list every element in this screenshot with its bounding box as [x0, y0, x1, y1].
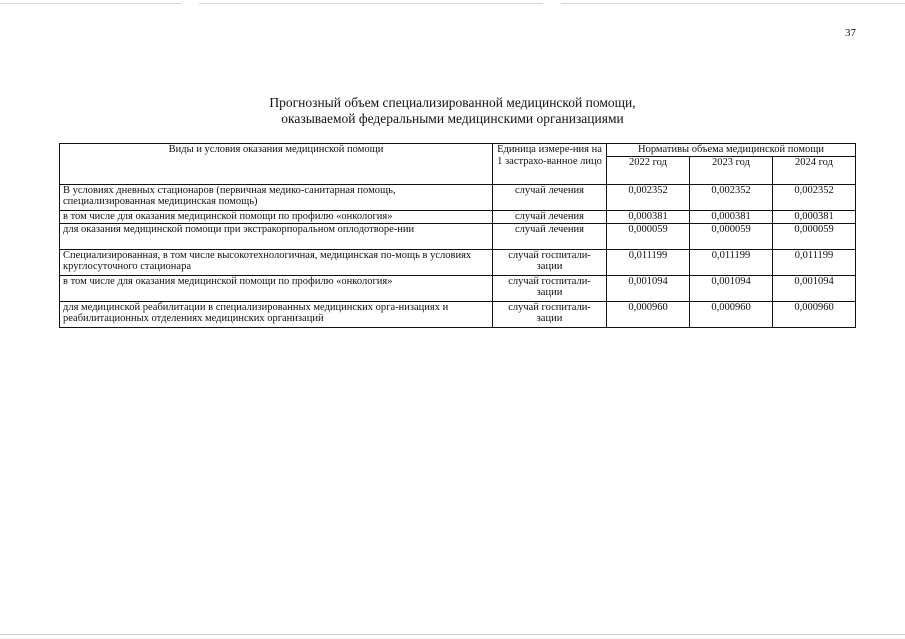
row-unit: случай госпитали-зации: [493, 249, 607, 275]
row-unit: случай лечения: [493, 223, 607, 249]
row-type: в том числе для оказания медицинской помощи по профилю «онкология»: [60, 275, 493, 301]
header-norms-group: Нормативы объема медицинской помощи: [607, 144, 856, 157]
row-value-2023: 0,000381: [690, 210, 773, 223]
table-row: [60, 210, 856, 223]
row-type: Специализированная, в том числе высокотехнологичная, медицинская по-мощь в условиях круглосуточного стационара: [60, 249, 493, 275]
header-row-1: [60, 144, 856, 157]
table-row: [60, 275, 856, 301]
norms-table: [59, 143, 856, 328]
row-value-2023: 0,000059: [690, 223, 773, 249]
row-value-2022: 0,000381: [607, 210, 690, 223]
row-value-2024: 0,002352: [773, 184, 856, 210]
row-type: в том числе для оказания медицинской помощи по профилю «онкология»: [60, 210, 493, 223]
row-type: В условиях дневных стационаров (первичная медико-санитарная помощь, специализированная медицинская помощь): [60, 184, 493, 210]
row-value-2022: 0,011199: [607, 249, 690, 275]
table-row: [60, 223, 856, 249]
row-value-2022: 0,001094: [607, 275, 690, 301]
header-year-2022: 2022 год: [607, 156, 690, 184]
row-value-2022: 0,002352: [607, 184, 690, 210]
row-value-2022: 0,000059: [607, 223, 690, 249]
row-unit: случай лечения: [493, 184, 607, 210]
scan-edge-top: [0, 3, 905, 4]
document-title: [150, 95, 755, 127]
row-value-2024: 0,000960: [773, 301, 856, 327]
row-value-2024: 0,000381: [773, 210, 856, 223]
row-unit: случай госпитали-зации: [493, 301, 607, 327]
row-value-2023: 0,001094: [690, 275, 773, 301]
row-value-2023: 0,002352: [690, 184, 773, 210]
header-unit: Единица измере-ния на 1 застрахо-ванное лицо: [493, 144, 607, 185]
scan-edge-bottom: [0, 634, 905, 635]
table-row: [60, 249, 856, 275]
row-type: для оказания медицинской помощи при экстракорпоральном оплодотворе-нии: [60, 223, 493, 249]
row-value-2022: 0,000960: [607, 301, 690, 327]
row-value-2024: 0,000059: [773, 223, 856, 249]
row-type: для медицинской реабилитации в специализированных медицинских орга-низациях и реабилитационных отделениях медицинских организаций: [60, 301, 493, 327]
row-value-2024: 0,001094: [773, 275, 856, 301]
row-unit: случай госпитали-зации: [493, 275, 607, 301]
page-number: 37: [845, 27, 856, 39]
header-year-2023: 2023 год: [690, 156, 773, 184]
row-unit: случай лечения: [493, 210, 607, 223]
row-value-2024: 0,011199: [773, 249, 856, 275]
row-value-2023: 0,011199: [690, 249, 773, 275]
header-type: Виды и условия оказания медицинской помощи: [60, 144, 493, 185]
title-line-2: оказываемой федеральными медицинскими организациями: [281, 111, 624, 126]
table-row: [60, 184, 856, 210]
title-line-1: Прогнозный объем специализированной медицинской помощи,: [269, 95, 636, 110]
header-year-2024: 2024 год: [773, 156, 856, 184]
row-value-2023: 0,000960: [690, 301, 773, 327]
table-row: [60, 301, 856, 327]
